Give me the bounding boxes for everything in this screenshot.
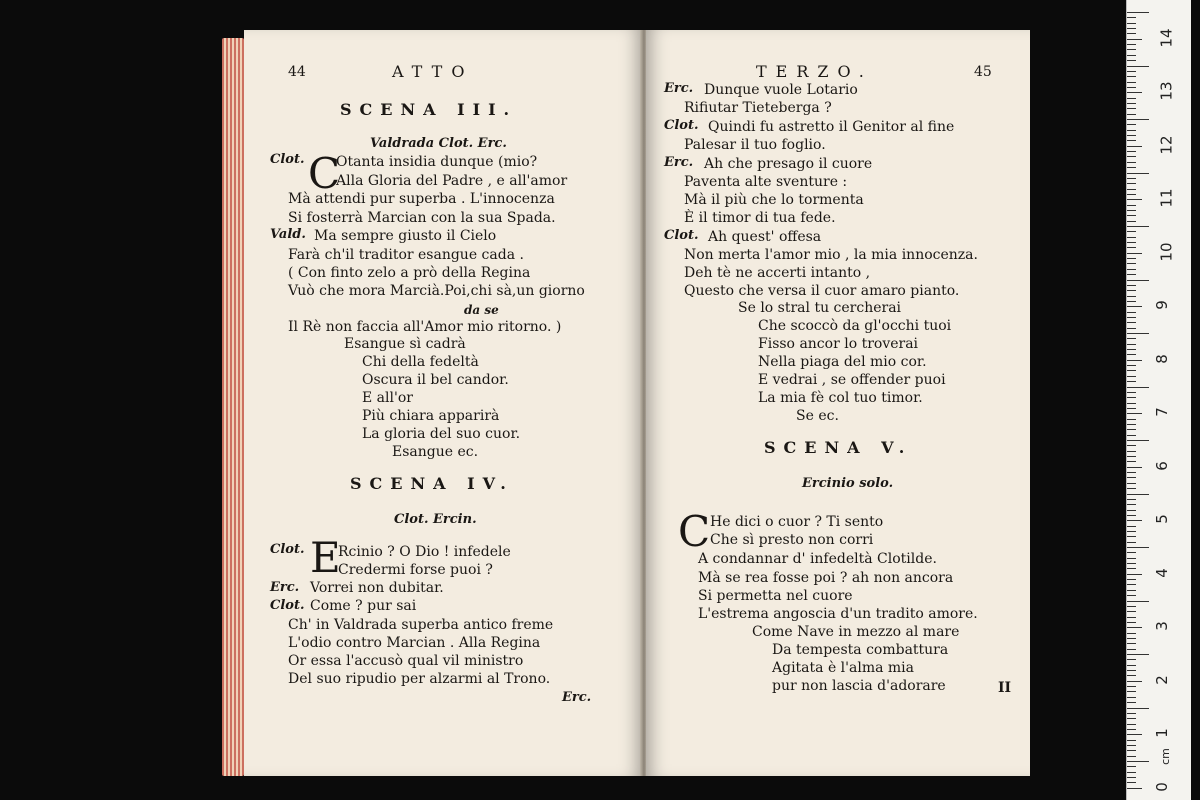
ruler-tick: [1127, 119, 1149, 120]
ruler-tick: [1127, 178, 1136, 179]
ruler-tick: [1127, 60, 1136, 61]
ruler-tick: [1127, 670, 1136, 671]
ruler-number: 5: [1152, 514, 1171, 525]
ruler-number: 14: [1157, 28, 1176, 48]
ruler-tick: [1127, 317, 1136, 318]
ruler-tick: [1127, 156, 1136, 157]
ruler-tick: [1127, 445, 1136, 446]
verse-line: Non merta l'amor mio , la mia innocenza.: [684, 247, 978, 263]
ruler-tick: [1127, 435, 1136, 436]
drop-cap: E: [310, 533, 341, 582]
ruler-tick: [1127, 782, 1136, 783]
verse-line: Vuò che mora Marcià.Poi,chi sà,un giorno: [288, 283, 585, 299]
scene-characters: Valdrada Clot. Erc.: [370, 136, 507, 151]
ruler-tick: [1127, 231, 1136, 232]
ruler-tick: [1127, 376, 1136, 377]
left-page: [244, 30, 642, 776]
ruler-tick: [1127, 750, 1136, 751]
verse-line: Rcinio ? O Dio ! infedele: [338, 544, 511, 560]
ruler-tick: [1127, 558, 1136, 559]
verse-line: Alla Gloria del Padre , e all'amor: [336, 173, 568, 189]
verse-line: pur non lascia d'adorare: [772, 678, 946, 694]
verse-line: Credermi forse puoi ?: [338, 562, 493, 578]
stage-direction: da se: [464, 303, 499, 317]
ruler-tick: [1127, 338, 1136, 339]
ruler-tick: [1127, 226, 1149, 227]
verse-line: Se ec.: [796, 408, 839, 424]
ruler-tick: [1127, 777, 1136, 778]
ruler-tick: [1127, 237, 1136, 238]
ruler-tick: [1127, 713, 1136, 714]
ruler-tick: [1127, 536, 1136, 537]
ruler-tick: [1127, 740, 1136, 741]
ruler-tick: [1127, 659, 1136, 660]
ruler-number: 12: [1157, 135, 1176, 155]
scene-title: SCENA III.: [340, 100, 518, 119]
ruler-tick: [1127, 92, 1142, 93]
speaker-label: Clot.: [270, 152, 305, 167]
ruler-tick: [1127, 461, 1136, 462]
verse-line: Più chiara apparirà: [362, 408, 500, 424]
ruler-tick: [1127, 55, 1136, 56]
ruler-tick: [1127, 274, 1136, 275]
ruler-tick: [1127, 649, 1136, 650]
ruler-tick: [1127, 488, 1136, 489]
ruler-tick: [1127, 745, 1136, 746]
verse-line: Si fosterrà Marcian con la sua Spada.: [288, 210, 556, 226]
ruler-tick: [1127, 210, 1136, 211]
verse-line: Ch' in Valdrada superba antico freme: [288, 617, 554, 633]
verse-line: Ma sempre giusto il Cielo: [314, 228, 497, 244]
verse-line: Rifiutar Tieteberga ?: [684, 100, 832, 116]
verse-line: ( Con finto zelo a prò della Regina: [288, 265, 531, 281]
ruler-tick: [1127, 263, 1136, 264]
verse-line: Paventa alte sventure :: [684, 174, 848, 190]
ruler-tick: [1127, 360, 1142, 361]
ruler-tick: [1127, 504, 1136, 505]
ruler-tick: [1127, 510, 1136, 511]
ruler-tick: [1127, 387, 1149, 388]
ruler-tick: [1127, 643, 1136, 644]
drop-cap: C: [678, 507, 711, 556]
ruler-number: 1: [1152, 728, 1171, 739]
ruler-tick: [1127, 686, 1136, 687]
ruler-number: 3: [1152, 621, 1171, 632]
verse-line: Dunque vuole Lotario: [704, 82, 858, 98]
ruler-tick: [1127, 419, 1136, 420]
ruler-tick: [1127, 49, 1136, 50]
ruler-tick: [1127, 280, 1149, 281]
ruler-tick: [1127, 456, 1136, 457]
measurement-ruler: [1126, 0, 1191, 800]
ruler-tick: [1127, 312, 1136, 313]
ruler-tick: [1127, 424, 1136, 425]
verse-line: Palesar il tuo foglio.: [684, 137, 826, 153]
ruler-tick: [1127, 215, 1136, 216]
running-head: TERZO.: [756, 62, 873, 81]
verse-line: Oscura il bel candor.: [362, 372, 509, 388]
ruler-tick: [1127, 199, 1142, 200]
ruler-tick: [1127, 130, 1136, 131]
ruler-tick: [1127, 33, 1136, 34]
page-edges: [222, 38, 244, 776]
ruler-tick: [1127, 568, 1136, 569]
ruler-tick: [1127, 328, 1136, 329]
verse-line: Fisso ancor lo troverai: [758, 336, 919, 352]
verse-line: Mà attendi pur superba . L'innocenza: [288, 191, 555, 207]
scene-title: SCENA IV.: [350, 474, 514, 493]
ruler-tick: [1127, 365, 1136, 366]
scene-title: SCENA V.: [764, 438, 913, 457]
verse-line: Chi della fedeltà: [362, 354, 479, 370]
ruler-tick: [1127, 606, 1136, 607]
verse-line: Come ? pur sai: [310, 598, 417, 614]
speaker-label: Erc.: [664, 155, 694, 170]
ruler-tick: [1127, 601, 1149, 602]
speaker-label: Vald.: [270, 227, 306, 242]
verse-line: E all'or: [362, 390, 413, 406]
ruler-tick: [1127, 675, 1136, 676]
verse-line: La mia fè col tuo timor.: [758, 390, 923, 406]
ruler-tick: [1127, 370, 1136, 371]
ruler-tick: [1127, 253, 1142, 254]
verse-line: Si permetta nel cuore: [698, 588, 853, 604]
verse-line: Questo che versa il cuor amaro pianto.: [684, 283, 960, 299]
ruler-tick: [1127, 734, 1142, 735]
verse-line: Esangue sì cadrà: [344, 336, 466, 352]
ruler-tick: [1127, 697, 1136, 698]
verse-line: Che sì presto non corri: [710, 532, 874, 548]
ruler-tick: [1127, 440, 1149, 441]
ruler-tick: [1127, 296, 1136, 297]
ruler-tick: [1127, 306, 1142, 307]
ruler-tick: [1127, 756, 1136, 757]
ruler-tick: [1127, 247, 1136, 248]
ruler-tick: [1127, 381, 1136, 382]
speaker-label: Erc.: [270, 580, 300, 595]
ruler-tick: [1127, 17, 1136, 18]
verse-line: Come Nave in mezzo al mare: [752, 624, 960, 640]
ruler-tick: [1127, 708, 1149, 709]
running-head: ATTO: [392, 62, 474, 81]
ruler-tick: [1127, 547, 1149, 548]
ruler-tick: [1127, 579, 1136, 580]
ruler-tick: [1127, 766, 1136, 767]
ruler-tick: [1127, 194, 1136, 195]
ruler-tick: [1127, 724, 1136, 725]
ruler-tick: [1127, 595, 1136, 596]
ruler-tick: [1127, 23, 1136, 24]
ruler-tick: [1127, 44, 1136, 45]
signature-mark: II: [998, 680, 1012, 696]
ruler-number: 10: [1157, 242, 1176, 262]
ruler-number: 6: [1152, 460, 1171, 471]
ruler-tick: [1127, 71, 1136, 72]
ruler-tick: [1127, 472, 1136, 473]
ruler-tick: [1127, 258, 1136, 259]
ruler-tick: [1127, 344, 1136, 345]
ruler-tick: [1127, 520, 1142, 521]
verse-line: Deh tè ne accerti intanto ,: [684, 265, 871, 281]
ruler-tick: [1127, 590, 1136, 591]
ruler-tick: [1127, 114, 1136, 115]
ruler-tick: [1127, 761, 1149, 762]
speaker-label: Clot.: [664, 118, 699, 133]
verse-line: E vedrai , se offender puoi: [758, 372, 946, 388]
verse-line: Esangue ec.: [392, 444, 479, 460]
ruler-tick: [1127, 574, 1142, 575]
page-number: 45: [974, 64, 992, 80]
ruler-tick: [1127, 103, 1136, 104]
ruler-tick: [1127, 483, 1136, 484]
ruler-tick: [1127, 269, 1136, 270]
ruler-number: 2: [1152, 674, 1171, 685]
verse-line: È il timor di tua fede.: [684, 210, 836, 226]
ruler-tick: [1127, 788, 1142, 789]
speaker-label: Clot.: [270, 598, 305, 613]
verse-line: Quindi fu astretto il Genitor al fine: [708, 119, 955, 135]
ruler-tick: [1127, 28, 1136, 29]
verse-line: Otanta insidia dunque (mio?: [336, 154, 538, 170]
ruler-tick: [1127, 333, 1149, 334]
ruler-tick: [1127, 499, 1136, 500]
verse-line: Vorrei non dubitar.: [310, 580, 444, 596]
ruler-tick: [1127, 617, 1136, 618]
ruler-tick: [1127, 98, 1136, 99]
ruler-number: 4: [1152, 567, 1171, 578]
ruler-tick: [1127, 494, 1149, 495]
ruler-tick: [1127, 140, 1136, 141]
speaker-label: Erc.: [664, 81, 694, 96]
verse-line: He dici o cuor ? Ti sento: [710, 514, 884, 530]
scene-characters: Clot. Ercin.: [394, 512, 477, 527]
speaker-label: Clot.: [664, 228, 699, 243]
verse-line: Mà il più che lo tormenta: [684, 192, 864, 208]
ruler-tick: [1127, 66, 1149, 67]
verse-line: Da tempesta combattura: [772, 642, 949, 658]
ruler-tick: [1127, 413, 1142, 414]
ruler-tick: [1127, 681, 1142, 682]
ruler-tick: [1127, 772, 1136, 773]
ruler-number: 0: [1152, 781, 1171, 792]
ruler-tick: [1127, 403, 1136, 404]
ruler-tick: [1127, 189, 1136, 190]
ruler-tick: [1127, 542, 1136, 543]
ruler-tick: [1127, 146, 1142, 147]
ruler-tick: [1127, 627, 1142, 628]
ruler-tick: [1127, 354, 1136, 355]
ruler-tick: [1127, 408, 1136, 409]
ruler-tick: [1127, 451, 1136, 452]
verse-line: Ah quest' offesa: [708, 229, 822, 245]
ruler-tick: [1127, 135, 1136, 136]
ruler-tick: [1127, 290, 1136, 291]
ruler-number: 7: [1152, 407, 1171, 418]
verse-line: Mà se rea fosse poi ? ah non ancora: [698, 570, 954, 586]
ruler-tick: [1127, 633, 1136, 634]
verse-line: Farà ch'il traditor esangue cada .: [288, 247, 524, 263]
ruler-tick: [1127, 611, 1136, 612]
verse-line: L'odio contro Marcian . Alla Regina: [288, 635, 541, 651]
ruler-tick: [1127, 584, 1136, 585]
ruler-tick: [1127, 397, 1136, 398]
ruler-tick: [1127, 622, 1136, 623]
ruler-tick: [1127, 167, 1136, 168]
ruler-tick: [1127, 718, 1136, 719]
ruler-tick: [1127, 183, 1136, 184]
right-page: [646, 30, 1030, 776]
speaker-label: Clot.: [270, 542, 305, 557]
ruler-tick: [1127, 654, 1149, 655]
ruler-tick: [1127, 162, 1136, 163]
scene-characters: Ercinio solo.: [802, 476, 894, 491]
ruler-tick: [1127, 173, 1149, 174]
verse-line: Se lo stral tu cercherai: [738, 300, 902, 316]
ruler-number: 9: [1152, 300, 1171, 311]
ruler-tick: [1127, 82, 1136, 83]
verse-line: L'estrema angoscia d'un tradito amore.: [698, 606, 978, 622]
ruler-tick: [1127, 285, 1136, 286]
ruler-tick: [1127, 301, 1136, 302]
ruler-tick: [1127, 563, 1136, 564]
ruler-number: 8: [1152, 353, 1171, 364]
ruler-tick: [1127, 392, 1136, 393]
ruler-tick: [1127, 349, 1136, 350]
page-number: 44: [288, 64, 306, 80]
ruler-tick: [1127, 729, 1136, 730]
verse-line: Nella piaga del mio cor.: [758, 354, 927, 370]
ruler-tick: [1127, 515, 1136, 516]
verse-line: La gloria del suo cuor.: [362, 426, 521, 442]
ruler-number: 11: [1157, 188, 1176, 208]
verse-line: A condannar d' infedeltà Clotilde.: [698, 551, 937, 567]
ruler-tick: [1127, 665, 1136, 666]
ruler-tick: [1127, 552, 1136, 553]
ruler-tick: [1127, 322, 1136, 323]
verse-line: Del suo ripudio per alzarmi al Trono.: [288, 671, 551, 687]
ruler-tick: [1127, 477, 1136, 478]
verse-line: Il Rè non faccia all'Amor mio ritorno. ): [288, 319, 562, 335]
verse-line: Or essa l'accusò qual vil ministro: [288, 653, 524, 669]
ruler-tick: [1127, 526, 1136, 527]
ruler-number: 13: [1157, 81, 1176, 101]
verse-line: Agitata è l'alma mia: [772, 660, 915, 676]
ruler-tick: [1127, 39, 1142, 40]
ruler-tick: [1127, 151, 1136, 152]
verse-line: Che scoccò da gl'occhi tuoi: [758, 318, 952, 334]
ruler-unit: cm: [1158, 748, 1172, 765]
drop-cap: C: [308, 149, 341, 198]
ruler-tick: [1127, 691, 1136, 692]
ruler-tick: [1127, 76, 1136, 77]
ruler-tick: [1127, 467, 1142, 468]
ruler-tick: [1127, 702, 1136, 703]
catchword: Erc.: [562, 690, 592, 705]
ruler-tick: [1127, 205, 1136, 206]
ruler-tick: [1127, 638, 1136, 639]
ruler-tick: [1127, 87, 1136, 88]
ruler-tick: [1127, 108, 1136, 109]
ruler-tick: [1127, 429, 1136, 430]
verse-line: Ah che presago il cuore: [704, 156, 873, 172]
ruler-tick: [1127, 124, 1136, 125]
ruler-tick: [1127, 531, 1136, 532]
ruler-tick: [1127, 12, 1149, 13]
ruler-tick: [1127, 242, 1136, 243]
ruler-tick: [1127, 221, 1136, 222]
